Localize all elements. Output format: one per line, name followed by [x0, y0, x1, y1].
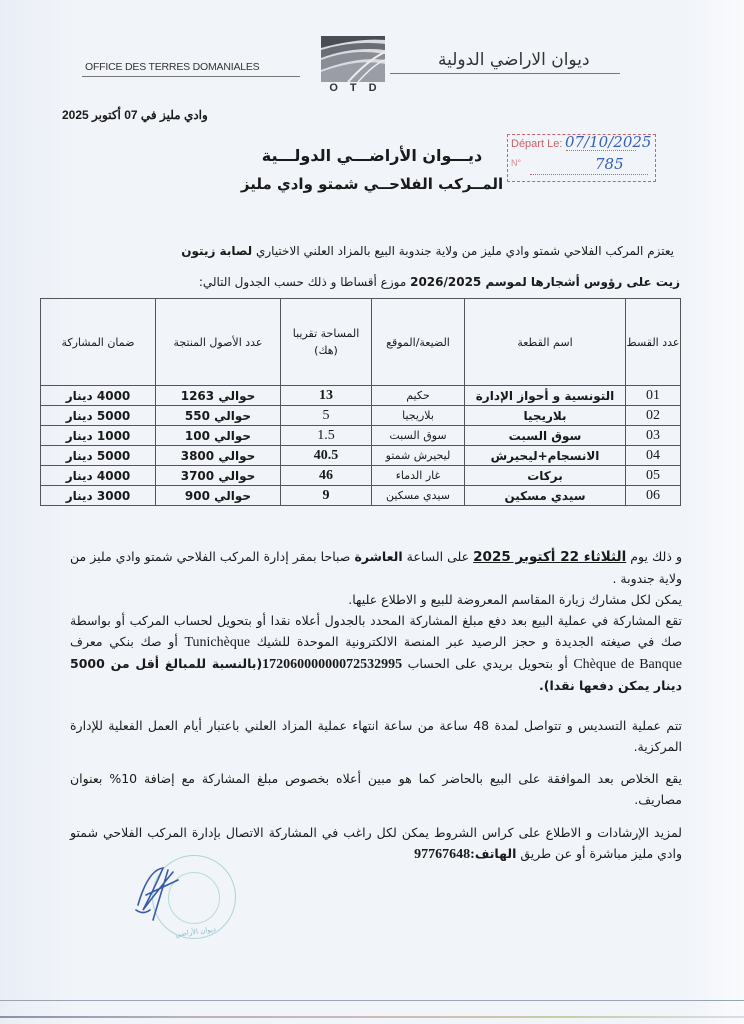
- cell-guarantee: 3000 دينار: [41, 486, 156, 506]
- intro-line-1: [40, 241, 674, 261]
- cash-note: (بالنسبة للمبالغ أقل من 5000 دينار يمكن دفعها نقدا).: [70, 656, 682, 693]
- text: لمزيد الإرشادات و الاطلاع على كراس الشروط يمكن لكل راغب في المشاركة الاتصال بإدارة المركب الفلاحي شمتو وادي مليز مباشرة أو عن طريق: [70, 825, 682, 861]
- seal-text: ديوان الأراضي: [174, 925, 217, 939]
- footer-divider: [0, 1000, 744, 1001]
- cell-parcel-name: سيدي مسكين: [465, 486, 626, 506]
- table-row: [41, 426, 681, 446]
- cell-lot-number: 03: [626, 426, 681, 446]
- cell-guarantee: 5000 دينار: [41, 446, 156, 466]
- cell-lot-number: 04: [626, 446, 681, 466]
- complex-title: المــركب الفلاحــي شمتو وادي مليز: [240, 175, 504, 193]
- cell-lot-number: 05: [626, 466, 681, 486]
- cell-lot-number: 01: [626, 386, 681, 406]
- intro-bold-crop: لصابة زيتون: [181, 244, 253, 258]
- intro-line-2: [160, 272, 680, 292]
- col-trees: عدد الأصول المنتجة: [156, 299, 281, 386]
- office-title: ديـــوان الأراضـــي الدولـــية: [261, 146, 483, 165]
- cell-area: 1.5: [281, 426, 372, 446]
- cell-trees: حوالي 3700: [156, 466, 281, 486]
- org-name-french: OFFICE DES TERRES DOMANIALES: [85, 61, 260, 73]
- tunicheque: Tunichèque: [184, 635, 251, 650]
- visit-paragraph: يمكن لكل مشارك زيارة المقاسم المعروضة للبيع و الاطلاع عليها.: [348, 592, 682, 607]
- cell-trees: حوالي 550: [156, 406, 281, 426]
- cell-lot-number: 06: [626, 486, 681, 506]
- table-row: [41, 446, 681, 466]
- text: تقع المشاركة في عملية البيع بعد دفع مبلغ المشاركة المحدد بالجدول أعلاه نقدا أو بتحويل لحساب المركب أو بواسطة صك في صيغته الجديدة و حجز الرصيد عبر المنصة الالكترونية الموحدة للشيك: [70, 613, 682, 649]
- payment-period-paragraph: تتم عملية التسديس و تتواصل لمدة 48 ساعة من ساعة انتهاء عملية المزاد العلني باعتبار أيام العمل الفعلية للإدارة المركزية.: [70, 718, 682, 754]
- cell-area: 46: [281, 466, 372, 486]
- account-number: 17206000000072532995: [262, 657, 403, 672]
- col-farm-location: الضيعة/الموقع: [372, 299, 465, 386]
- col-parcel-name: اسم القطعة: [465, 299, 626, 386]
- page-edge: [0, 1016, 744, 1018]
- signature-icon: [118, 850, 198, 930]
- cell-guarantee: 4000 دينار: [41, 386, 156, 406]
- cell-farm-location: ليحيرش شمتو: [372, 446, 465, 466]
- cell-farm-location: بلاريجيا: [372, 406, 465, 426]
- cell-parcel-name: سوق السبت: [465, 426, 626, 446]
- cell-farm-location: سيدي مسكين: [372, 486, 465, 506]
- org-name-arabic: ديوان الاراضي الدولية: [438, 50, 590, 70]
- stamp-handwritten-number: 785: [595, 155, 624, 173]
- cell-lot-number: 02: [626, 406, 681, 426]
- cell-trees: حوالي 100: [156, 426, 281, 446]
- auction-hour: العاشرة: [354, 549, 403, 564]
- cell-parcel-name: بلاريجيا: [465, 406, 626, 426]
- phone-label: الهاتف: [474, 846, 517, 861]
- stamp-handwritten-date: 07/10/2025: [565, 133, 652, 151]
- otd-logo-text: OTD: [329, 82, 389, 94]
- cell-farm-location: سوق السبت: [372, 426, 465, 446]
- table-row: [41, 406, 681, 426]
- header-divider-left: [82, 76, 300, 77]
- settlement-paragraph: يقع الخلاص بعد الموافقة على البيع بالحاضر كما هو مبين أعلاه بخصوص مبلغ المشاركة مع إضافة 10% بعنوان مصاريف.: [70, 771, 682, 807]
- cell-area: 40.5: [281, 446, 372, 466]
- table-row: [41, 466, 681, 486]
- stamp-number-label: N°: [511, 158, 522, 168]
- intro-text: يعتزم المركب الفلاحي شمتو وادي مليز من ولاية جندوبة البيع بالمزاد العلني الاختياري: [252, 244, 674, 258]
- cell-guarantee: 4000 دينار: [41, 466, 156, 486]
- place-date: وادي مليز في 07 أكتوبر 2025: [62, 108, 208, 122]
- phone-number: :97767648: [414, 847, 475, 862]
- cell-farm-location: حكيم: [372, 386, 465, 406]
- lots-table: [40, 298, 681, 506]
- table-row: [41, 386, 681, 406]
- cell-guarantee: 5000 دينار: [41, 406, 156, 426]
- intro-bold-season: زيت على رؤوس أشجارها لموسم 2026/2025: [410, 275, 680, 289]
- col-area: المساحة تقريبا (هك): [281, 299, 372, 386]
- table-row: [41, 486, 681, 506]
- cell-area: 13: [281, 386, 372, 406]
- header-divider-right: [390, 73, 620, 74]
- otd-logo-icon: [318, 30, 394, 84]
- cell-trees: حوالي 3800: [156, 446, 281, 466]
- text: و ذلك يوم: [626, 549, 682, 564]
- intro-text: موزع أقساطا و ذلك حسب الجدول التالي:: [198, 275, 411, 289]
- stamp-label: Départ Le:: [511, 138, 563, 150]
- col-guarantee: ضمان المشاركة: [41, 299, 156, 386]
- text: أو بتحويل بريدي على الحساب: [402, 656, 574, 671]
- cell-parcel-name: الانسجام+ليحيرش: [465, 446, 626, 466]
- cell-parcel-name: بركات: [465, 466, 626, 486]
- text: صباحا بمقر إدارة المركب الفلاحي شمتو وادي مليز من ولاية جندوبة .: [70, 549, 682, 586]
- auction-date-paragraph: [70, 546, 682, 589]
- table-header-row: [41, 299, 681, 386]
- cell-farm-location: غار الدماء: [372, 466, 465, 486]
- cell-trees: حوالي 1263: [156, 386, 281, 406]
- text: على الساعة: [402, 549, 474, 564]
- participation-paragraph: [70, 610, 682, 696]
- cell-parcel-name: التونسية و أحواز الإدارة: [465, 386, 626, 406]
- cell-area: 9: [281, 486, 372, 506]
- col-lot-number: عدد القسط: [626, 299, 681, 386]
- cell-area: 5: [281, 406, 372, 426]
- cell-trees: حوالي 900: [156, 486, 281, 506]
- cheque-de-banque: Chèque de Banque: [573, 657, 682, 672]
- text: أو صك بنكي معرف: [70, 634, 185, 649]
- cell-guarantee: 1000 دينار: [41, 426, 156, 446]
- auction-date: الثلاثاء 22 أكتوبر 2025: [473, 549, 627, 565]
